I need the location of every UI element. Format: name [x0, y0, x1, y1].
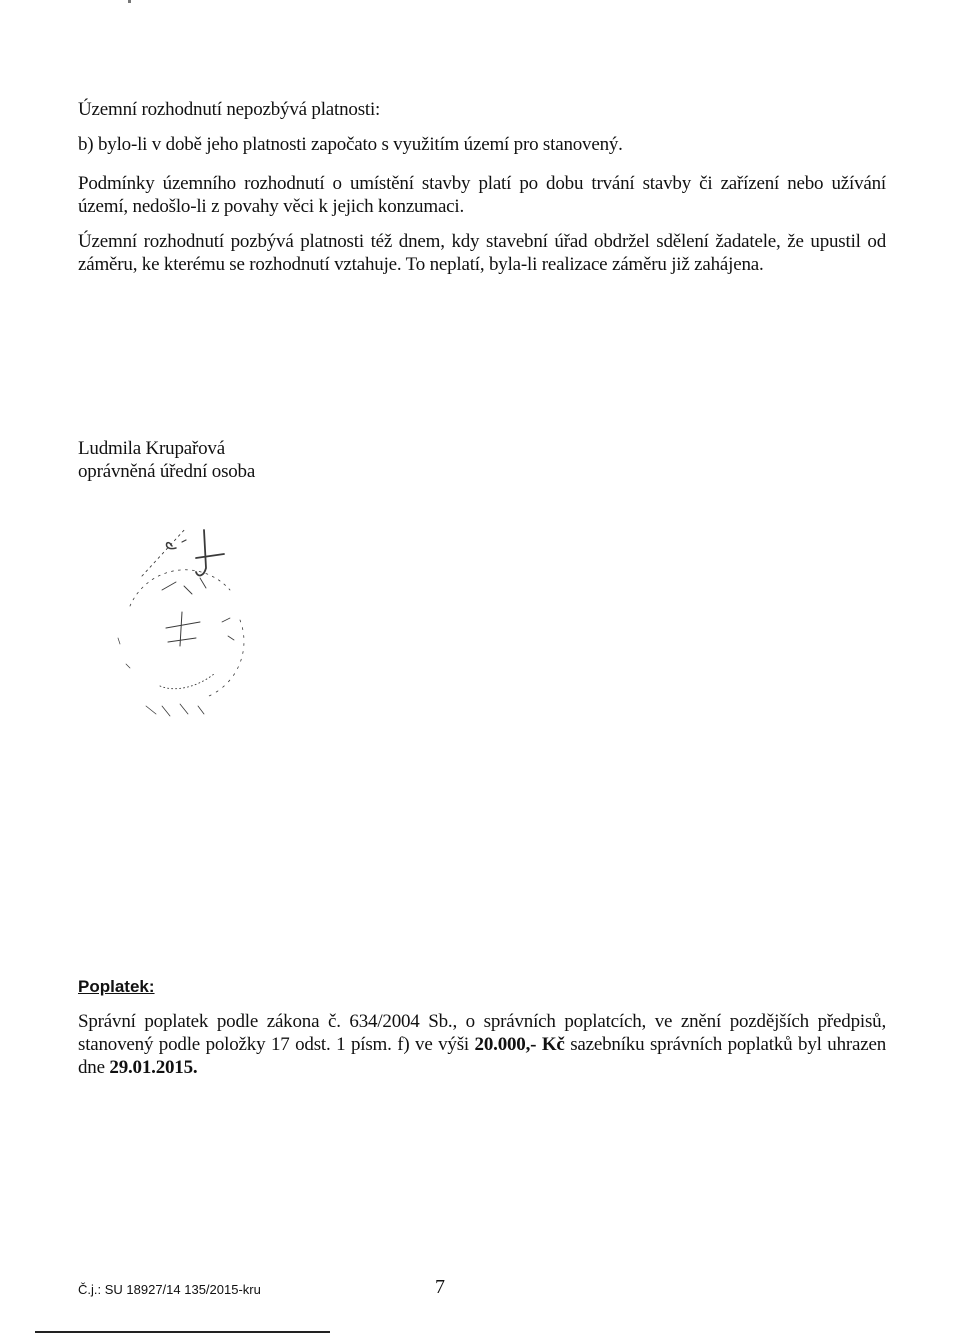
page-number: 7 — [435, 1276, 445, 1298]
paragraph-validity-heading: Územní rozhodnutí nepozbývá platnosti: — [78, 99, 381, 120]
paragraph-validity-condition: b) bylo-li v době jeho platnosti započato s využitím území pro stanovený. — [78, 134, 623, 155]
footer-rule — [35, 1331, 330, 1333]
fee-text-part2: sazebníku správních poplatků byl uhrazen dne — [78, 1034, 886, 1078]
fee-paragraph — [78, 1010, 886, 1079]
fee-amount: 20.000,- Kč — [474, 1034, 565, 1055]
fee-date: 29.01.2015. — [109, 1057, 198, 1078]
reference-number: Č.j.: SU 18927/14 135/2015-kru — [78, 1282, 261, 1297]
paragraph-expiry: Územní rozhodnutí pozbývá platnosti též dnem, kdy stavební úřad obdržel sdělení žadatele, že upustil od záměru, ke kterému se rozhodnutí vztahuje. To neplatí, byla-li realizace záměru již zahájena. — [78, 231, 886, 275]
scan-mark — [128, 0, 131, 3]
signatory-block — [78, 437, 886, 483]
signatory-name: Ludmila Krupařová — [78, 438, 225, 459]
paragraph-conditions: Podmínky územního rozhodnutí o umístění stavby platí po dobu trvání stavby či zařízení nebo užívání území, nedošlo-li z povahy věci k jejich konzumaci. — [78, 173, 886, 217]
signatory-role: oprávněná úřední osoba — [78, 461, 256, 482]
fee-heading: Poplatek: — [78, 977, 155, 996]
fee-text-part1: Správní poplatek podle zákona č. 634/2004 Sb., o správních poplatcích, ve znění pozdějších předpisů, stanovený podle položky 17 odst. 1 písm. f) ve výši — [78, 1011, 886, 1055]
official-stamp-signature — [100, 518, 270, 748]
